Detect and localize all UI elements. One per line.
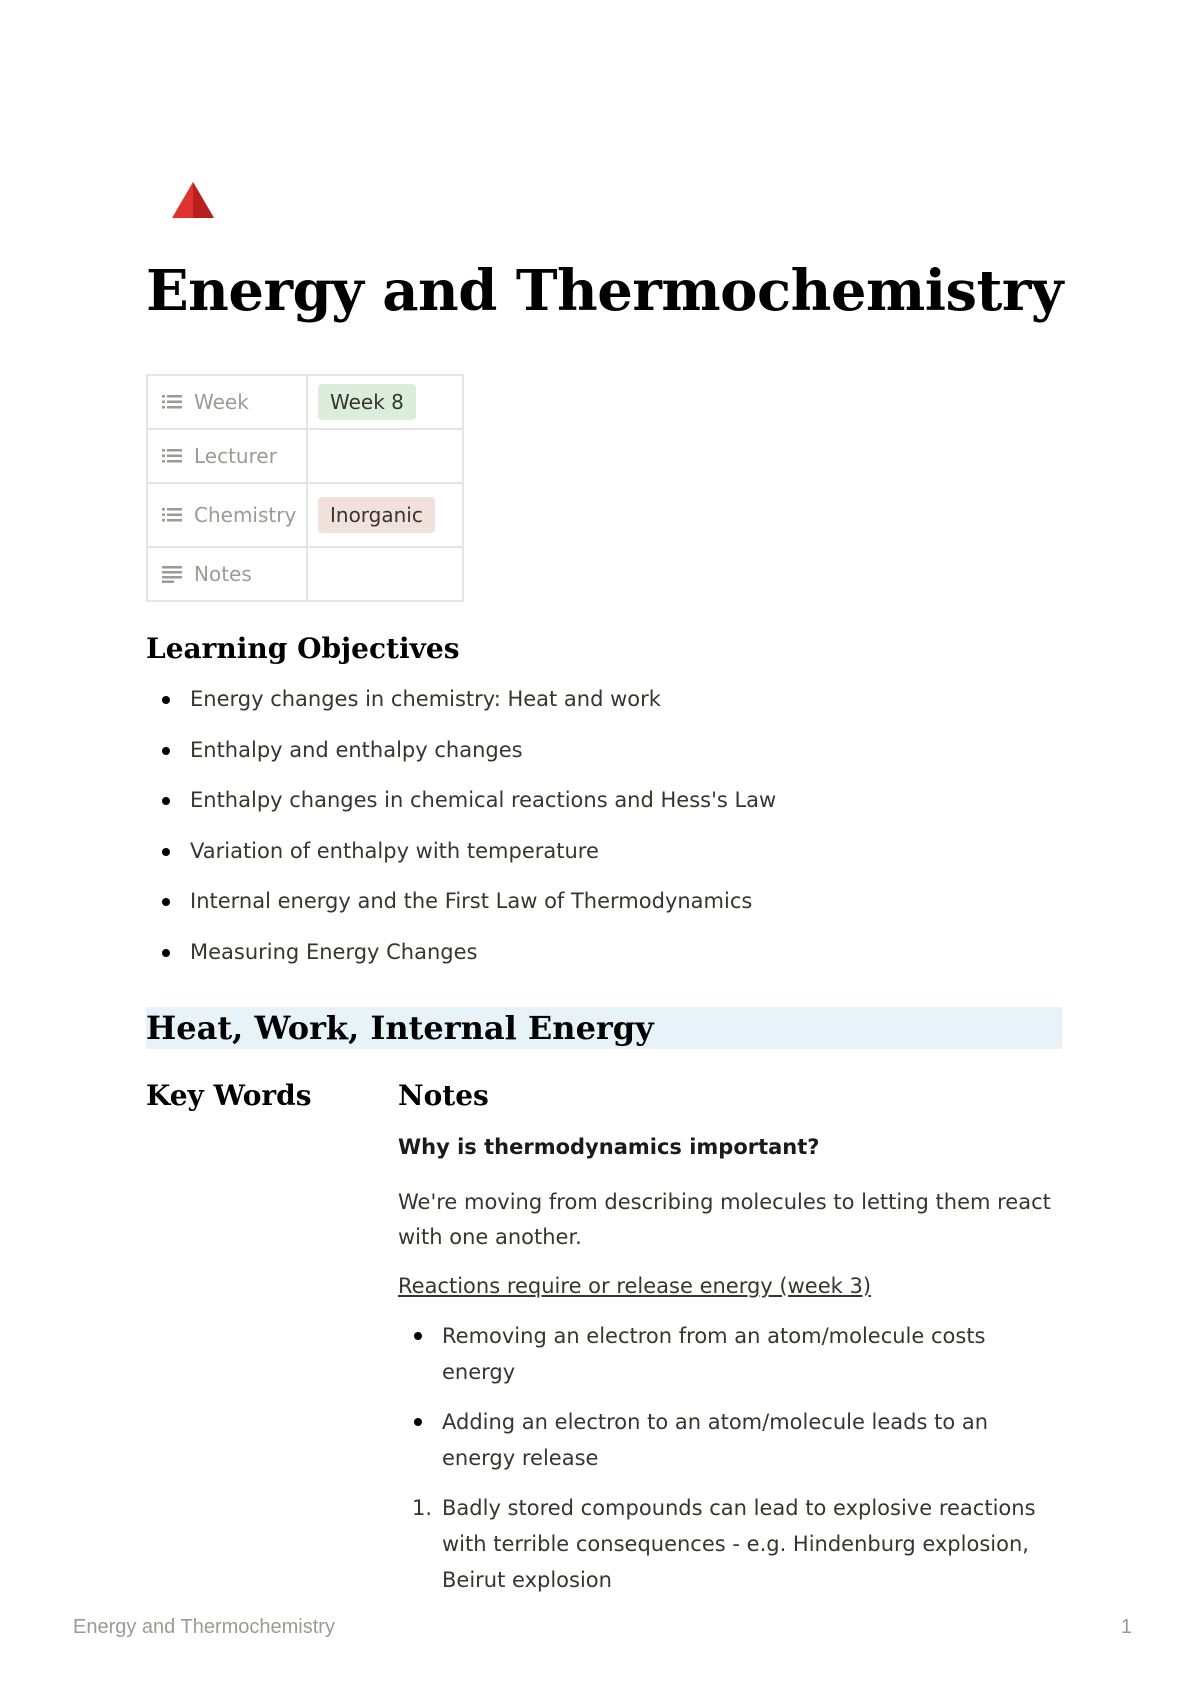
list-icon: [162, 448, 182, 464]
notes-column: [398, 1130, 1062, 1598]
footer-title: Energy and Thermochemistry: [73, 1616, 335, 1638]
property-row-lecturer[interactable]: [147, 429, 463, 483]
objectives-heading: Learning Objectives: [146, 632, 460, 665]
notes-heading: Notes: [398, 1079, 489, 1112]
property-key: Lecturer: [194, 444, 277, 468]
list-item: Measuring Energy Changes: [146, 937, 1046, 988]
text-icon: [162, 565, 182, 583]
list-item: Variation of enthalpy with temperature: [146, 836, 1046, 887]
list-item: Internal energy and the First Law of Thermodynamics: [146, 886, 1046, 937]
list-item: Energy changes in chemistry: Heat and work: [146, 684, 1046, 735]
list-icon: [162, 507, 182, 523]
property-key: Notes: [194, 562, 252, 586]
objectives-list: [146, 684, 1046, 988]
underlined-text: Reactions require or release energy (week 3): [398, 1274, 872, 1298]
list-item: Adding an electron to an atom/molecule leads to an energy release: [398, 1404, 1062, 1476]
item-number: 1.: [412, 1496, 433, 1520]
chemistry-tag[interactable]: Inorganic: [318, 497, 435, 533]
page-title: Energy and Thermochemistry: [146, 258, 1063, 324]
key-words-heading: Key Words: [146, 1079, 312, 1112]
numbered-item: [398, 1490, 1062, 1598]
question-text: Why is thermodynamics important?: [398, 1135, 820, 1159]
properties-table: [146, 374, 464, 602]
property-row-notes[interactable]: [147, 547, 463, 601]
list-icon: [162, 394, 182, 410]
red-triangle-icon: [170, 180, 216, 220]
lecturer-value[interactable]: [307, 429, 463, 483]
list-item: Enthalpy changes in chemical reactions and Hess's Law: [146, 785, 1046, 836]
week-tag[interactable]: Week 8: [318, 384, 416, 420]
property-key: Week: [194, 390, 249, 414]
paragraph: We're moving from describing molecules to letting them react with one another.: [398, 1190, 1051, 1249]
list-item: Removing an electron from an atom/molecule costs energy: [398, 1318, 1062, 1390]
list-item: Enthalpy and enthalpy changes: [146, 735, 1046, 786]
page-number: 1: [1120, 1616, 1132, 1638]
item-text: Badly stored compounds can lead to explosive reactions with terrible consequences - e.g. Hindenburg explosion, Beirut explosion: [442, 1496, 1036, 1592]
notes-numbered-list: [398, 1490, 1062, 1598]
notes-bullets: [398, 1318, 1062, 1476]
property-row-chemistry[interactable]: [147, 483, 463, 547]
property-key: Chemistry: [194, 503, 297, 527]
section-heading: Heat, Work, Internal Energy: [146, 1009, 654, 1047]
property-row-week[interactable]: [147, 375, 463, 429]
notes-value[interactable]: [307, 547, 463, 601]
